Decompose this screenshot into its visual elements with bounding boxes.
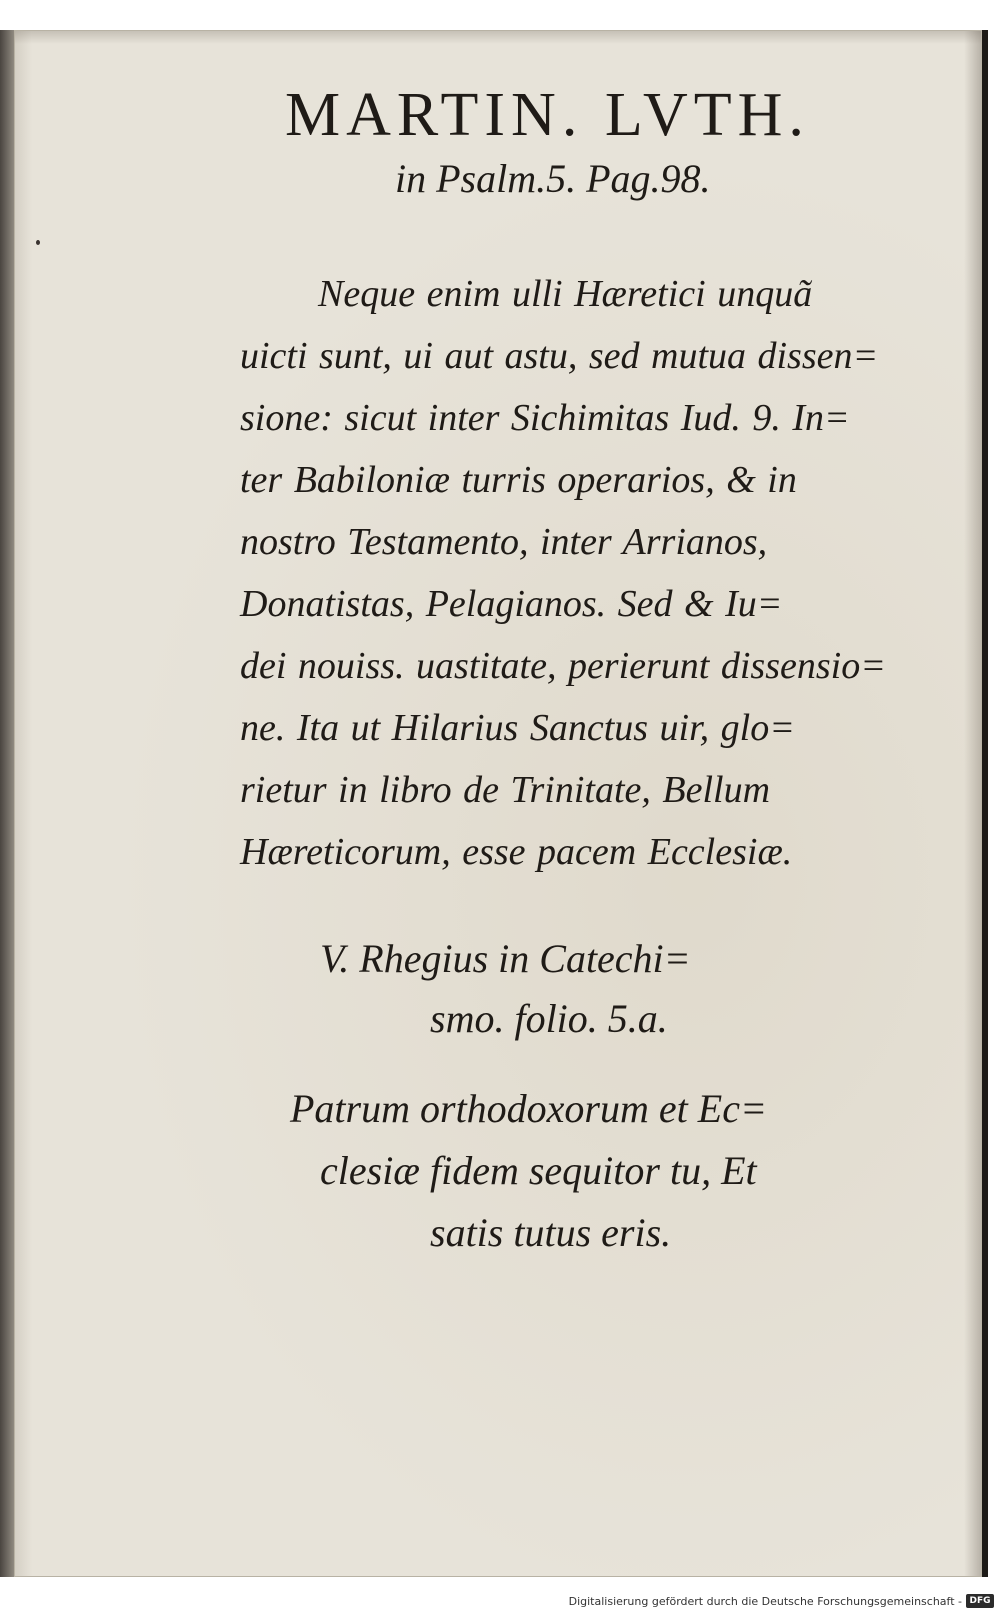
footer-credit: Digitalisierung gefördert durch die Deutsche Forschungsgemeinschaft -	[568, 1595, 962, 1608]
dfg-logo-icon: DFG	[966, 1594, 994, 1608]
body-line: sione: sicut inter Sichimitas Iud. 9. In=	[240, 397, 850, 439]
page-subheading: in Psalm.5. Pag.98.	[395, 156, 711, 201]
body-line: Hæreticorum, esse pacem Ecclesiæ.	[240, 831, 793, 873]
ink-speck	[36, 240, 40, 245]
quote-line: Patrum orthodoxorum et Ec=	[290, 1086, 767, 1131]
body-line: uicti sunt, ui aut astu, sed mutua dissen=	[240, 335, 879, 377]
quote-line: clesiæ fidem sequitor tu, Et	[320, 1148, 757, 1193]
digitization-footer	[0, 1590, 1000, 1615]
quote-line: satis tutus eris.	[430, 1210, 672, 1255]
body-line: rietur in libro de Trinitate, Bellum	[240, 769, 771, 811]
body-line: dei nouiss. uastitate, perierunt dissensio=	[240, 645, 886, 687]
body-line: Donatistas, Pelagianos. Sed & Iu=	[240, 583, 783, 625]
body-line: Neque enim ulli Hæretici unquã	[318, 273, 813, 315]
body-line: ne. Ita ut Hilarius Sanctus uir, glo=	[240, 707, 795, 749]
citation-line: smo. folio. 5.a.	[430, 996, 668, 1041]
body-line: nostro Testamento, inter Arrianos,	[240, 521, 768, 563]
page-heading: MARTIN. LVTH.	[285, 81, 810, 149]
citation-line: V. Rhegius in Catechi=	[320, 936, 691, 981]
body-line: ter Babiloniæ turris operarios, & in	[240, 459, 797, 501]
